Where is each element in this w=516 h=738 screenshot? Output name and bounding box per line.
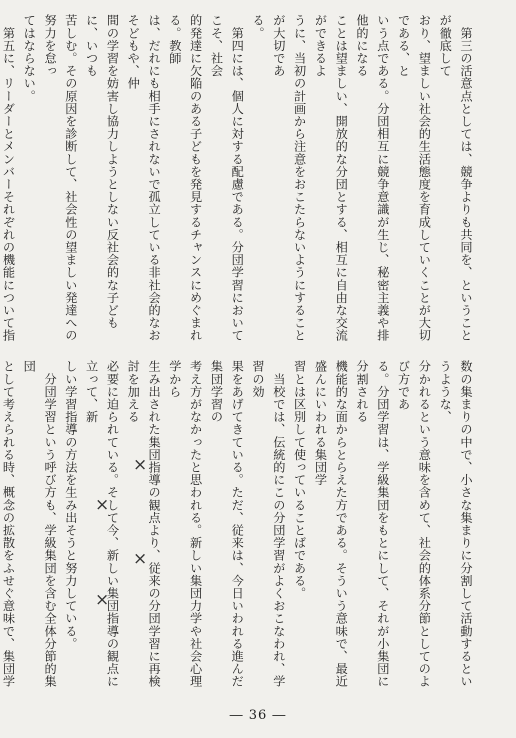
text-line: 分かれるという意味を含めて、社会的体系分節としてのよび方であ	[396, 360, 432, 688]
text-line: 生み出された集団指導の観点より、従来の分団学習に再検討を加える	[126, 360, 162, 688]
text-line: いう点である。分団相互に競争意識が生じ、秘密主義や排他的になる	[355, 14, 390, 342]
text-line: る。	[251, 14, 266, 40]
text-line: 考え方がなかったと思われる。新しい集団力学や社会心理学から	[167, 360, 203, 688]
text-line: 習とは区別して使っていることばである。	[292, 360, 307, 600]
text-line: おり、望ましい社会的生活態度を育成していくことが大切である、と	[396, 14, 432, 342]
cross-mark: ×	[133, 549, 148, 569]
upper-text-block	[1, 14, 476, 348]
text-line: 当校では、伝統的にこの分団学習がよくおこなわれ、学習の効	[251, 360, 286, 688]
text-line: 第五に、リーダーとメンバーそれぞれの機能について指	[1, 26, 16, 342]
text-line: ことは望ましい、開放的な分団とする、相互に自由な交流ができるよ	[313, 14, 349, 342]
cross-mark: ×	[95, 590, 110, 610]
text-line: 数の集まりの中で、小さな集まりに分割して活動するというような、	[438, 360, 473, 688]
cross-mark: ×	[95, 495, 110, 515]
text-line: は、だれにも相手にされないで孤立している非社会的なおそどもや、仲	[126, 14, 162, 342]
text-line: うに、当初の計画から注意をおこたらないようにすることが大切であ	[271, 14, 307, 342]
text-line: る。分団学習は、学級集団をもとにして、それが小集団に分割される	[355, 360, 390, 688]
text-line: 間の学習を妨害し協力しようとしない反社会的な子どもに、いつも	[84, 14, 120, 329]
text-line: 分団学習という呼び方も、学級集団を含む全体分節的集団	[22, 360, 58, 688]
text-line: 機能的な面からとらえた方である。そういう意味で、最近盛んにいわれる集団学	[313, 360, 349, 688]
text-line: 第三の活意点としては、競争よりも共同を、ということが徹底して	[438, 14, 473, 342]
text-line: 苦しむ。その原因を診断して、社会性の望ましい発達への努力を怠っ	[43, 14, 78, 342]
text-line: 的発達に欠陥のある子どもを発見するチャンスにめぐまれる。教師	[167, 14, 203, 342]
text-line: しい学習指導の方法を生み出そうと努力している。	[63, 360, 78, 650]
text-line: 果をあげてきている。ただ、従来は、今日いわれる進んだ集団学習の	[209, 360, 245, 688]
lower-text-block	[1, 360, 476, 690]
text-line: 第四には、個人に対する配慮である。分団学習においてこそ、社会	[209, 14, 245, 342]
text-line: として考えられる時、概念の拡散をふせぐ意味で、集団学	[1, 360, 16, 688]
page-number: ― 36 ―	[229, 708, 287, 723]
cross-mark: ×	[133, 455, 148, 475]
text-line: てはならない。	[22, 14, 37, 103]
text-line: 必要に迫られている。そして今、新しい集団指導の観点に立って、新	[84, 360, 120, 688]
